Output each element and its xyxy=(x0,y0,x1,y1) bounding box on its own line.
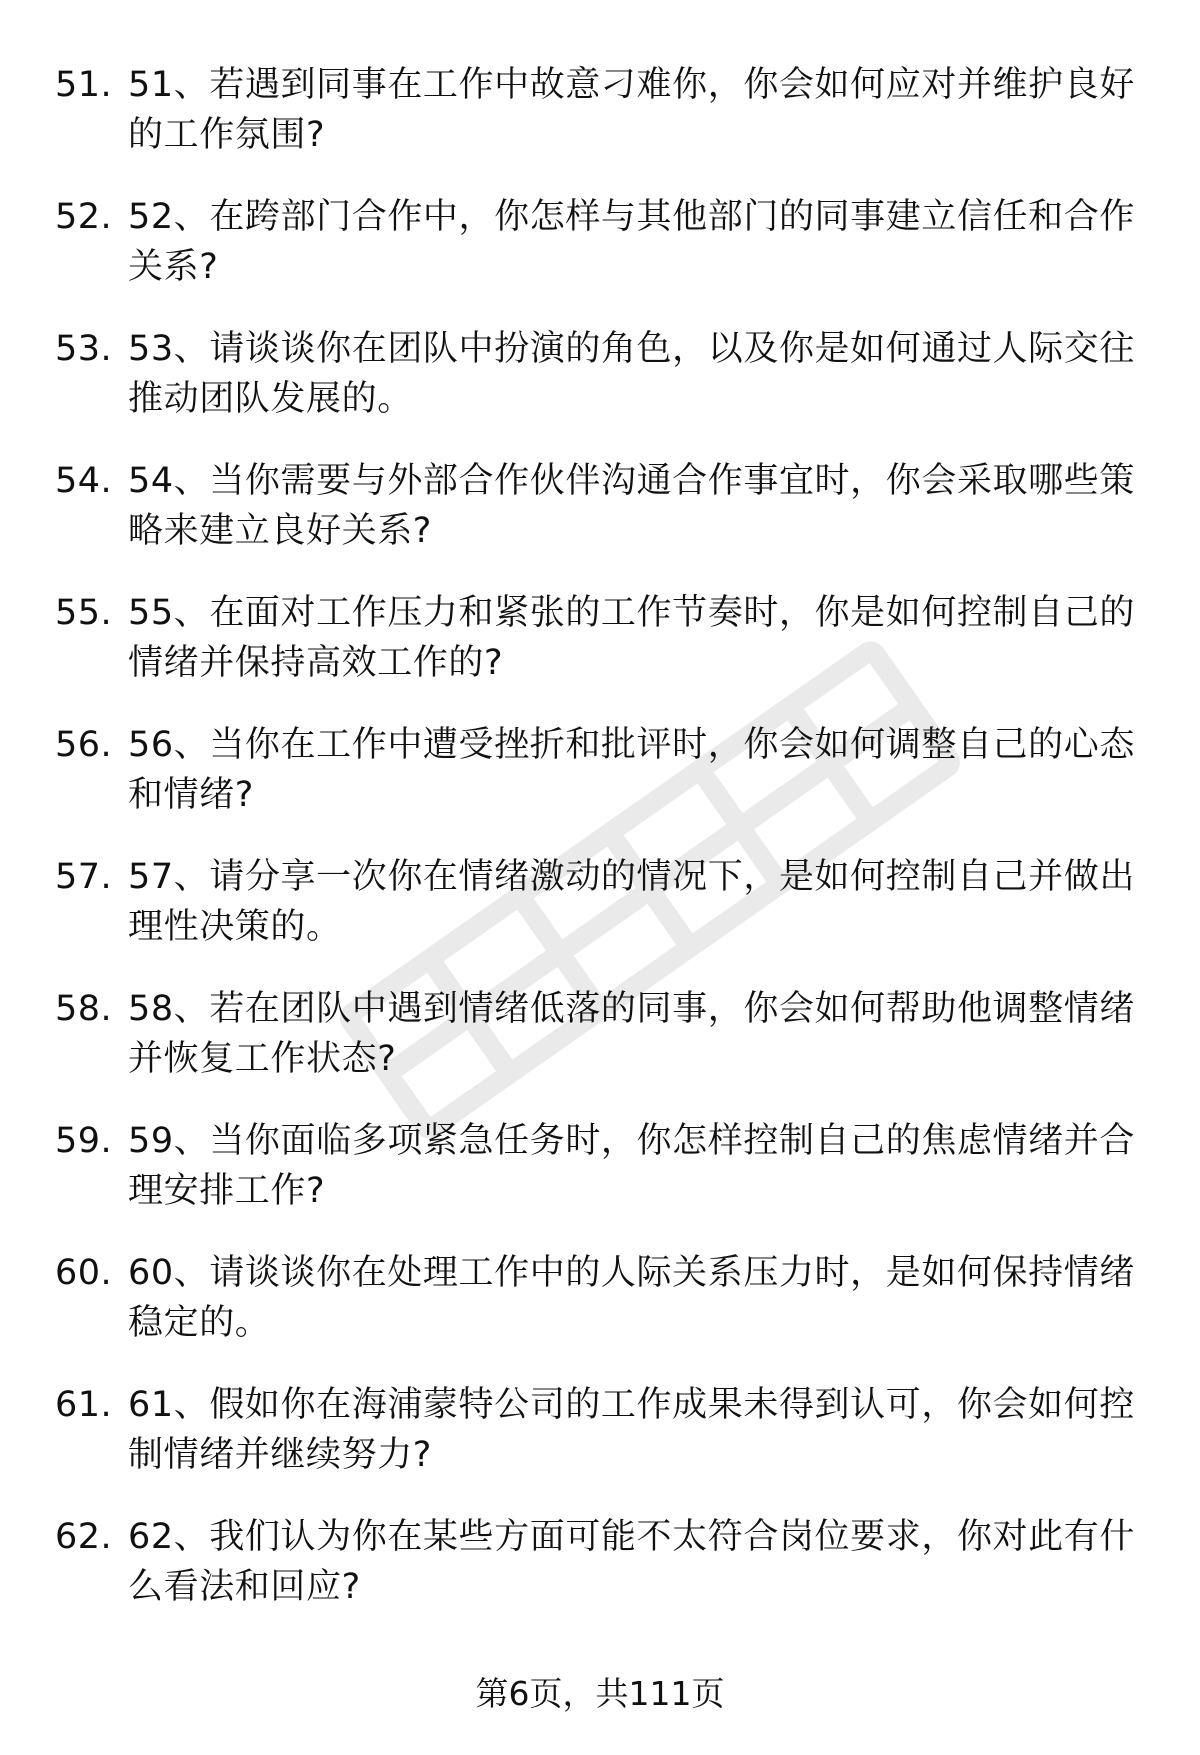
question-text: 61、假如你在海浦蒙特公司的工作成果未得到认可，你会如何控制情绪并继续努力? xyxy=(128,1385,1135,1475)
list-item xyxy=(0,324,1200,456)
question-number: 55. xyxy=(55,593,113,633)
question-number: 58. xyxy=(55,989,113,1029)
question-number: 59. xyxy=(55,1121,113,1161)
question-text: 53、请谈谈你在团队中扮演的角色，以及你是如何通过人际交往推动团队发展的。 xyxy=(128,329,1135,419)
list-item xyxy=(0,1380,1200,1512)
list-item xyxy=(0,720,1200,852)
question-text: 59、当你面临多项紧急任务时，你怎样控制自己的焦虑情绪并合理安排工作? xyxy=(128,1121,1135,1211)
list-item xyxy=(0,588,1200,720)
question-text: 57、请分享一次你在情绪激动的情况下，是如何控制自己并做出理性决策的。 xyxy=(128,857,1135,947)
list-item xyxy=(0,984,1200,1116)
question-text: 52、在跨部门合作中，你怎样与其他部门的同事建立信任和合作关系? xyxy=(128,197,1135,287)
question-text: 54、当你需要与外部合作伙伴沟通合作事宜时，你会采取哪些策略来建立良好关系? xyxy=(128,461,1135,551)
question-number: 60. xyxy=(55,1253,113,1293)
question-list xyxy=(0,60,1200,1644)
question-number: 57. xyxy=(55,857,113,897)
question-text: 51、若遇到同事在工作中故意刁难你，你会如何应对并维护良好的工作氛围? xyxy=(128,65,1135,155)
list-item xyxy=(0,1248,1200,1380)
question-text: 60、请谈谈你在处理工作中的人际关系压力时，是如何保持情绪稳定的。 xyxy=(128,1253,1135,1343)
page-footer: 第6页，共111页 xyxy=(475,1674,725,1713)
question-number: 56. xyxy=(55,725,113,765)
list-item xyxy=(0,456,1200,588)
question-text: 55、在面对工作压力和紧张的工作节奏时，你是如何控制自己的情绪并保持高效工作的? xyxy=(128,593,1135,683)
list-item xyxy=(0,1512,1200,1644)
list-item xyxy=(0,852,1200,984)
list-item xyxy=(0,192,1200,324)
question-number: 61. xyxy=(55,1385,113,1425)
question-text: 62、我们认为你在某些方面可能不太符合岗位要求，你对此有什么看法和回应? xyxy=(128,1517,1135,1607)
question-text: 58、若在团队中遇到情绪低落的同事，你会如何帮助他调整情绪并恢复工作状态? xyxy=(128,989,1135,1079)
question-number: 62. xyxy=(55,1517,113,1557)
question-number: 53. xyxy=(55,329,113,369)
question-number: 54. xyxy=(55,461,113,501)
list-item xyxy=(0,1116,1200,1248)
question-number: 51. xyxy=(55,65,113,105)
question-number: 52. xyxy=(55,197,113,237)
list-item xyxy=(0,60,1200,192)
question-text: 56、当你在工作中遭受挫折和批评时，你会如何调整自己的心态和情绪? xyxy=(128,725,1135,815)
